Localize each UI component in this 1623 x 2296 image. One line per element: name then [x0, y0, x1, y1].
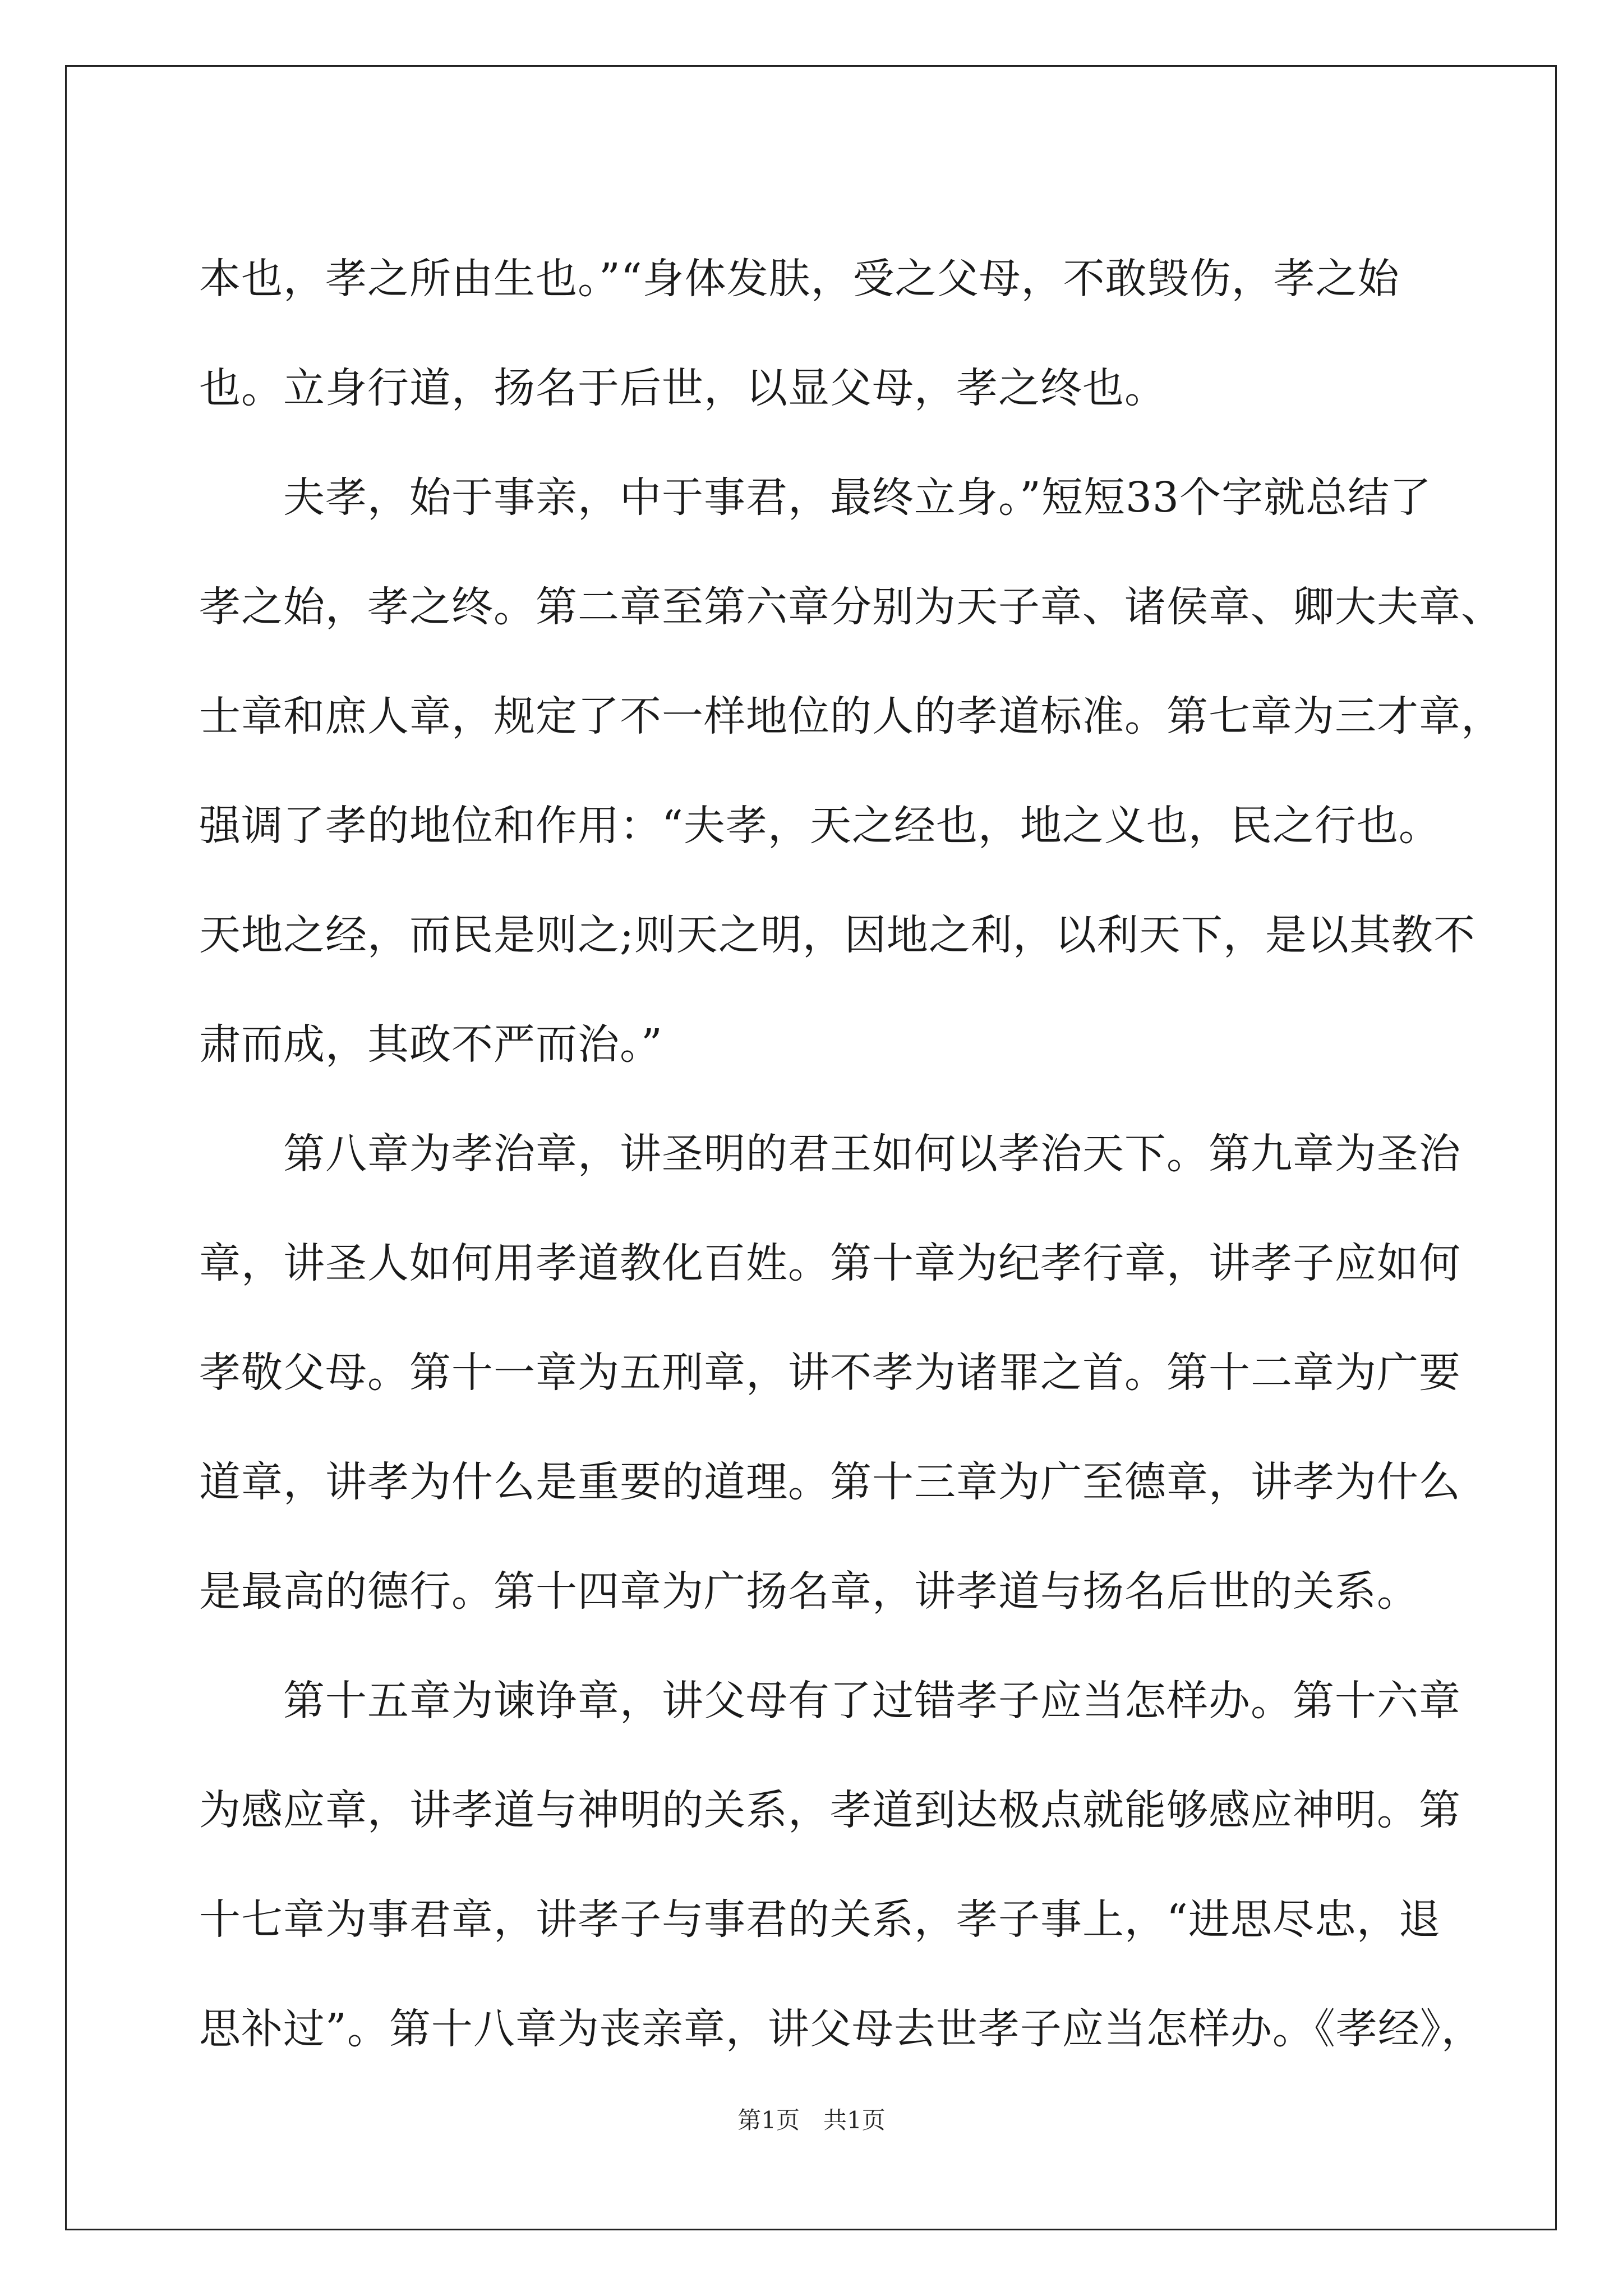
- text-line: 肃而成，其政不严而治。”: [199, 1020, 663, 1069]
- text-line: 夫孝，始于事亲，中于事君，最终立身。”短短33个字就总结了: [199, 473, 1432, 522]
- page-number: 第1页 共1页: [737, 2106, 886, 2134]
- text-line: 章，讲圣人如何用孝道教化百姓。第十章为纪孝行章，讲孝子应如何: [199, 1239, 1461, 1287]
- text-line: 本也，孝之所由生也。”“身体发肤，受之父母，不敢毁伤，孝之始: [199, 255, 1400, 303]
- text-line: 为感应章，讲孝道与神明的关系，孝道到达极点就能够感应神明。第: [199, 1786, 1461, 1834]
- text-line: 第十五章为谏诤章，讲父母有了过错孝子应当怎样办。第十六章: [199, 1677, 1461, 1725]
- text-line: 士章和庶人章，规定了不一样地位的人的孝道标准。第七章为三才章，: [199, 692, 1503, 740]
- text-line: 孝敬父母。第十一章为五刑章，讲不孝为诸罪之首。第十二章为广要: [199, 1349, 1461, 1397]
- text-line: 道章，讲孝为什么是重要的道理。第十三章为广至德章，讲孝为什么: [199, 1458, 1461, 1506]
- text-line: 是最高的德行。第十四章为广扬名章，讲孝道与扬名后世的关系。: [199, 1567, 1419, 1616]
- text-line: 第八章为孝治章，讲圣明的君王如何以孝治天下。第九章为圣治: [199, 1130, 1461, 1178]
- document-body: [199, 224, 1503, 2084]
- text-line: 十七章为事君章，讲孝子与事君的关系，孝子事上，“进思尽忠，退: [199, 1895, 1441, 1944]
- text-line: 强调了孝的地位和作用：“夫孝，天之经也，地之义也，民之行也。: [199, 802, 1441, 850]
- text-line: 思补过”。第十八章为丧亲章，讲父母去世孝子应当怎样办。《孝经》，: [199, 2005, 1483, 2053]
- text-line: 孝之始，孝之终。第二章至第六章分别为天子章、诸侯章、卿大夫章、: [199, 583, 1503, 631]
- text-line: 天地之经，而民是则之;则天之明，因地之利，以利天下，是以其教不: [199, 911, 1476, 959]
- text-line: 也。立身行道，扬名于后世，以显父母，孝之终也。: [199, 364, 1166, 412]
